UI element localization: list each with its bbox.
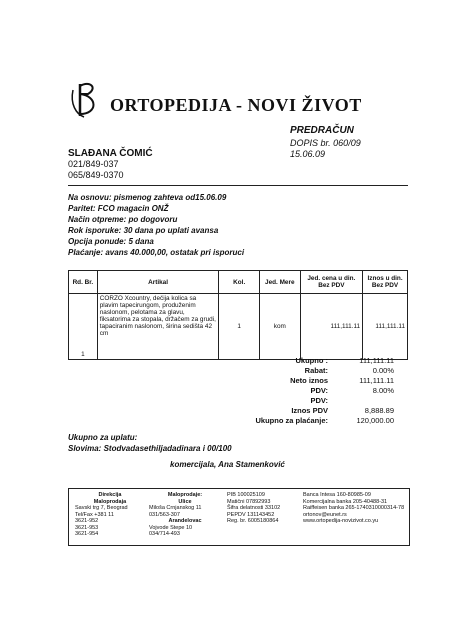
- client-phone-1: 021/849-037: [68, 159, 119, 169]
- total-value: 8,888.89: [364, 406, 394, 415]
- footer-line: Savski trg 7, Beograd: [75, 505, 128, 511]
- cell-kol: 1: [219, 294, 260, 360]
- footer-col-4: [303, 492, 407, 525]
- col-header: Kol.: [219, 271, 260, 294]
- document-date: 15.06.09: [290, 149, 326, 159]
- col-header: Jed. cena u din. Bez PDV: [300, 271, 363, 294]
- document-number: DOPIS br. 060/09: [290, 138, 361, 148]
- total-label: Neto iznos: [290, 376, 328, 385]
- total-value: 111,111.11: [359, 376, 394, 385]
- document-type: PREDRAČUN: [290, 125, 354, 136]
- cell-iznos: 111,111.11: [363, 294, 408, 360]
- total-label: Rabat:: [304, 366, 328, 375]
- term-line: Plaćanje: avans 40.000,00, ostatak pri isporuci: [68, 248, 245, 257]
- client-name: SLAĐANA ČOMIĆ: [68, 148, 153, 159]
- footer-line: 034/714-493: [149, 531, 180, 537]
- total-value: 0.00%: [372, 366, 394, 375]
- term-line: Rok isporuke: 30 dana po uplati avansa: [68, 226, 219, 235]
- payment-label: Ukupno za uplatu:: [68, 433, 138, 442]
- total-row: [220, 376, 394, 386]
- footer-line: Banca Intesa 160-80985-09: [303, 492, 371, 498]
- terms-block: [68, 192, 244, 258]
- client-block: [68, 148, 153, 181]
- company-name: ORTOPEDIJA - NOVI ŽIVOT: [110, 95, 362, 115]
- payment-words: Slovima: Stodvadasethiljadadinara i 00/100: [68, 444, 232, 453]
- col-header: Artikal: [97, 271, 219, 294]
- total-label: Ukupno :: [295, 356, 328, 365]
- col-header: Jed. Mere: [259, 271, 300, 294]
- footer-box: [68, 488, 410, 546]
- footer-col-2: [149, 492, 221, 538]
- cell-jm: kom: [259, 294, 300, 360]
- total-label: Ukupno za plaćanje:: [255, 416, 328, 425]
- items-table: [68, 270, 408, 360]
- total-row: [220, 366, 394, 376]
- total-label: PDV:: [310, 386, 328, 395]
- footer-heading: Maloprodaje:: [167, 492, 203, 498]
- footer-heading: Direkcija: [98, 492, 122, 498]
- footer-website[interactable]: www.ortopedija-novizivot.co.yu: [303, 518, 379, 524]
- separator-line: [68, 185, 408, 186]
- col-header: Rd. Br.: [69, 271, 98, 294]
- cell-artikal: CORZO Xcountry, dečija kolica sa plavim tapecirungom, produženim naslonom, pelotama za glavu, fiksatorima za stopala, držačem za grudi, tapaciranim naslonom, širina sedišta 42 cm: [97, 294, 219, 360]
- payment-block: [68, 432, 232, 454]
- term-line: Paritet: FCO magacin ONŽ: [68, 204, 169, 213]
- footer-line: Tel/Fax +381 11: [75, 511, 114, 518]
- footer-subheading: Maloprodaja: [93, 498, 127, 505]
- total-row: [220, 416, 394, 426]
- footer-line: PIB 100025109: [227, 492, 265, 498]
- footer-line: 3621-953: [75, 524, 99, 531]
- total-label: Iznos PDV: [291, 406, 328, 415]
- footer-col-1: [75, 492, 145, 538]
- footer-line: Vojvode Stepe 10: [149, 524, 193, 531]
- footer-line: 3621-952: [75, 518, 99, 524]
- total-label: PDV:: [310, 396, 328, 405]
- total-value: 111,111.11: [359, 356, 394, 365]
- total-row: [220, 386, 394, 396]
- footer-line: Reg. br. 6005180864: [227, 518, 279, 524]
- total-value: 120,000.00: [356, 416, 394, 425]
- footer-email[interactable]: ortonov@eunet.rs: [303, 511, 347, 518]
- client-phone-2: 065/849-0370: [68, 170, 124, 180]
- cell-cena: 111,111.11: [300, 294, 363, 360]
- footer-line: Komercijalna banka 205-40488-31: [303, 498, 388, 505]
- footer-subheading: Ulice: [178, 498, 192, 505]
- totals-block: [220, 356, 394, 426]
- term-line: Opcija ponude: 5 dana: [68, 237, 154, 246]
- signature-line: komercijala, Ana Stamenković: [170, 460, 285, 469]
- table-row: [69, 294, 408, 360]
- total-value: 8.00%: [372, 386, 394, 395]
- company-logo: [70, 80, 104, 120]
- total-row: [220, 406, 394, 416]
- footer-line: Matični 07892993: [227, 498, 271, 505]
- term-line: Način otpreme: po dogovoru: [68, 215, 178, 224]
- footer-line: Arandelovac: [168, 518, 202, 524]
- total-row: [220, 356, 394, 366]
- document-page: [40, 60, 440, 580]
- total-row: [220, 396, 394, 406]
- footer-line: Miloša Crnjanskog 11: [149, 505, 202, 511]
- footer-line: Šifra delatnosti 33102: [227, 505, 281, 511]
- footer-col-3: [227, 492, 299, 525]
- table-header-row: [69, 271, 408, 294]
- term-line: Na osnovu: pismenog zahteva od15.06.09: [68, 193, 227, 202]
- footer-line: Raiffeisen banka 265-1740310000314-78: [303, 505, 405, 511]
- footer-line: 3621-954: [75, 531, 99, 537]
- total-value: [334, 396, 394, 406]
- footer-line: PEPDV 131143452: [227, 511, 275, 518]
- col-header: Iznos u din. Bez PDV: [363, 271, 408, 294]
- cell-rb: 1: [69, 294, 98, 360]
- footer-line: 031/563-307: [149, 511, 180, 518]
